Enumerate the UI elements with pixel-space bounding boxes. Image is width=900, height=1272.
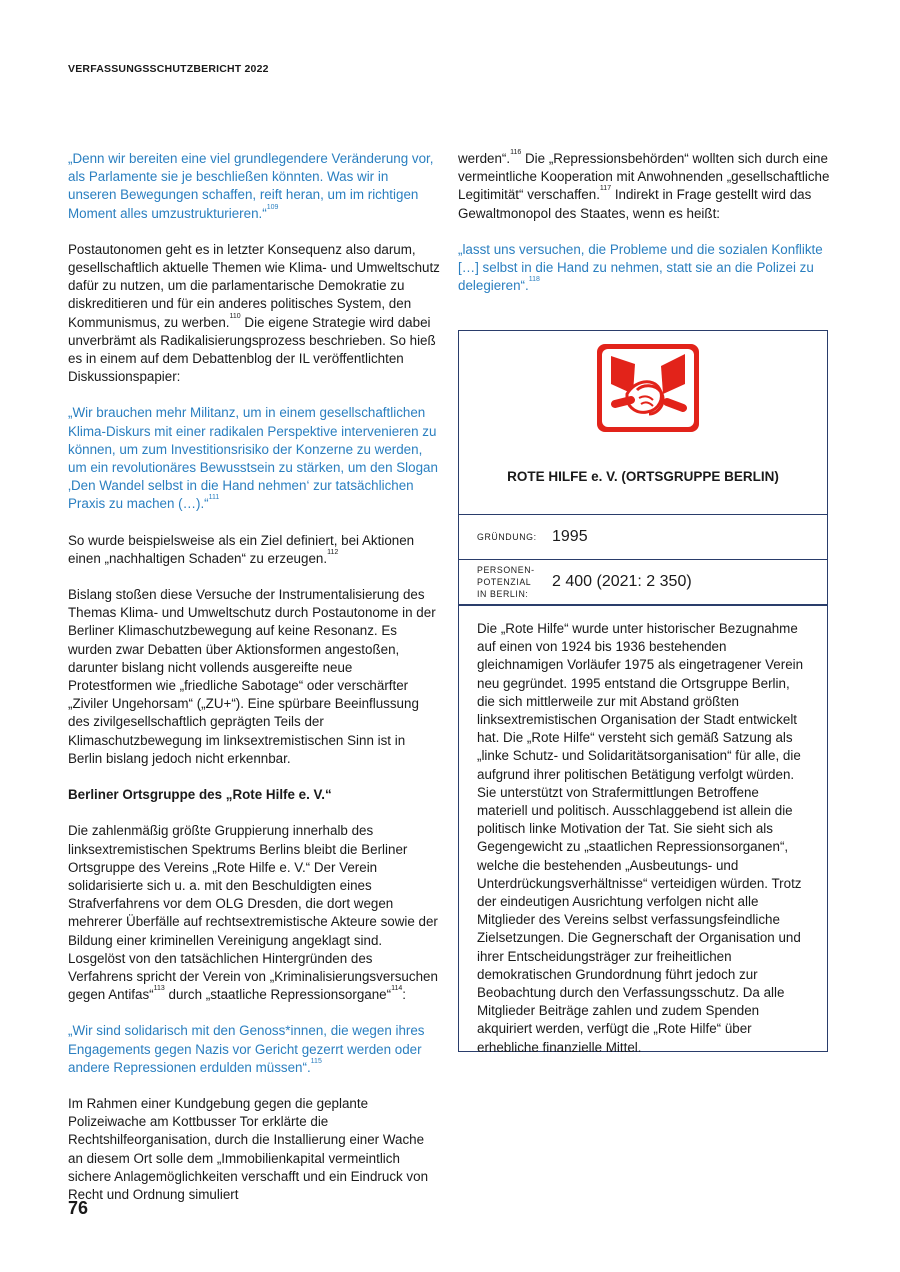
paragraph — [68, 532, 440, 568]
left-column — [68, 150, 440, 1222]
report-header: VERFASSUNGSSCHUTZBERICHT 2022 — [68, 63, 269, 75]
quote-text: „lasst uns versuchen, die Probleme und die sozialen Konflikte […] selbst in die Hand zu nehmen, statt sie an die Polizei zu delegieren“. — [458, 241, 823, 294]
footnote-ref: 113 — [153, 985, 165, 993]
footnote-ref: 114 — [391, 985, 403, 993]
logo-area — [459, 331, 827, 515]
footnote-ref: 117 — [599, 185, 612, 193]
quote-text: „Wir sind solidarisch mit den Genoss*innen, die wegen ihres Engagements gegen Nazis vor Gericht gezerrt werden oder andere Repressionen erdulden müssen“. — [68, 1023, 425, 1075]
paragraph-text: Indirekt in Frage gestellt wird das Gewaltmonopol des Staates, wenn es heißt: — [458, 187, 812, 221]
quote-block — [68, 1022, 440, 1077]
footnote-ref: 112 — [327, 548, 339, 556]
right-column — [458, 150, 832, 313]
potential-label-line: PERSONEN- — [477, 565, 535, 575]
quote-block — [68, 404, 440, 513]
footnote-ref: 110 — [229, 312, 241, 320]
section-subheading: Berliner Ortsgruppe des „Rote Hilfe e. V.“ — [68, 787, 332, 803]
potential-row — [459, 560, 827, 606]
founding-label: GRÜNDUNG: — [477, 532, 537, 542]
footnote-ref: 111 — [208, 494, 220, 502]
paragraph-text: Postautonomen geht es in letzter Konsequenz also darum, gesellschaftlich aktuelle Themen wie Klima- und Umweltschutz dafür zu nutzen, um die parlamentarische Demokratie zu diskreditieren und für ein anderes politisches System, den Kommunismus, zu werben. — [68, 241, 440, 330]
paragraph — [458, 150, 832, 223]
organization-info-box — [458, 330, 828, 1055]
quote-block — [458, 241, 832, 296]
paragraph-text: So wurde beispielsweise als ein Ziel definiert, bei Aktionen einen „nachhaltigen Schaden“ zu erzeugen. — [68, 532, 415, 566]
paragraph — [68, 822, 440, 1004]
footnote-ref: 115 — [310, 1057, 322, 1065]
paragraph-text: : — [402, 987, 406, 1003]
potential-label-line: IN BERLIN: — [477, 589, 529, 599]
paragraph: Bislang stoßen diese Versuche der Instrumentalisierung des Themas Klima- und Umweltschutz durch Postautonome in der Berliner Klimaschutzbewegung auf keine Resonanz. Es wurden zwar Debatten über Aktionsformen angestoßen, darunter bislang nicht vollends ausgereifte neue Protestformen wie „friedliche Sabotage“ oder verschärfter „Ziviler Ungehorsam“ („ZU+“). Eine spürbare Beeinflussung des zivilgesellschaftlich geprägten Teils der Klimaschutzbewegung im linksextremistischen Sinn ist in Berlin bislang jedoch nicht erkennbar. — [68, 587, 436, 766]
founding-row — [459, 515, 827, 560]
paragraph: Im Rahmen einer Kundgebung gegen die geplante Polizeiwache am Kottbusser Tor erklärte die Rechtshilfeorganisation, durch die Installierung einer Wache an diesem Ort solle dem „Immobilienkapital vermeintlich sichere Anlagemöglichkeiten verschafft und ein Eindruck von Recht und Ordnung simuliert — [68, 1095, 429, 1202]
quote-block — [68, 150, 440, 223]
founding-value: 1995 — [552, 528, 588, 545]
paragraph-text: Die „Repressionsbehörden“ wollten sich durch eine vermeintliche Kooperation mit Anwohnenden „gesellschaftliche Legitimität“ verschaffen. — [458, 151, 830, 203]
quote-text: „Denn wir bereiten eine viel grundlegendere Veränderung vor, als Parlamente sie je beschließen könnten. Was wir in unseren Bewegungen schaffen, reift heran, um im richtigen Moment alles umzustrukturieren.“ — [68, 151, 434, 221]
rote-hilfe-logo-icon — [597, 344, 699, 432]
footnote-ref: 116 — [510, 149, 522, 156]
box-description: Die „Rote Hilfe“ wurde unter historischer Bezugnahme auf einen von 1924 bis 1936 bestehenden gleichnamigen Vorläufer 1975 als eingetragener Verein neu gegründet. 1995 entstand die Ortsgruppe Berlin, die sich mittlerweile zur mit Abstand größten linksextremistischen Organisation der Stadt entwickelt hat. Die „Rote Hilfe“ versteht sich gemäß Satzung als „linke Schutz- und Solidaritätsorganisation“ für alle, die aufgrund ihrer politischen Betätigung verfolgt würden. Sie unterstützt von Strafermittlungen Betroffene materiell und politisch. Ausschlaggebend ist allein die politisch linke Motivation der Tat. Sie sieht sich als Gegengewicht zu „staatlichen Repressionsorganen“, welche die bestehenden „Ausbeutungs- und Unterdrückungsverhältnisse“ verteidigen würden. Trotz der eindeutigen Ausrichtung verfolgen nicht alle Mitglieder des Vereins selbst verfassungsfeindliche Zielsetzungen. Die Gegnerschaft der Organisation und ihrer Entscheidungsträger zur freiheitlichen demokratischen Grundordnung führt jedoch zur Beobachtung durch den Verfassungsschutz. Da alle Mitglieder Beiträge zahlen und zudem Spenden akquiriert werden, verfügt die „Rote Hilfe“ über erhebliche finanzielle Mittel. — [477, 621, 804, 1055]
footnote-ref: 118 — [528, 276, 540, 284]
paragraph-text: Die zahlenmäßig größte Gruppierung innerhalb des linksextremistischen Spektrums Berlins bleibt die Berliner Ortsgruppe des Vereins „Rote Hilfe e. V.“ Der Verein solidarisierte sich u. a. mit den Beschuldigten eines Strafverfahrens vor dem OLG Dresden, die dort wegen mehrerer Überfälle auf rechtsextremistische Akteure sowie der Bildung einer kriminellen Vereinigung angeklagt sind. Losgelöst von den tatsächlichen Hintergründen des Verfahrens spricht der Verein von „Kriminalisierungsversuchen gegen Antifas“ — [68, 823, 438, 1003]
quote-text: „Wir brauchen mehr Militanz, um in einem gesellschaftlichen Klima-Diskurs mit einer radikalen Perspektive intervenieren zu können, um zum Investitionsrisiko der Konzerne zu werden, um ein revolutionäres Bewusstsein zu stärken, um den Slogan ‚Den Wandel selbst in die Hand nehmen‘ zur tatsächlichen Praxis zu machen (…).“ — [68, 405, 438, 512]
potential-label — [477, 564, 552, 600]
paragraph-text: Die eigene Strategie wird dabei unverbrämt als Radikalisierungsprozess beschrieben. So hieß es in einem auf dem Debattenblog der IL veröffentlichten Diskussionspapier: — [68, 314, 436, 385]
paragraph-text: durch „staatliche Repressionsorgane“ — [164, 987, 392, 1003]
box-title: ROTE HILFE e. V. (ORTSGRUPPE BERLIN) — [507, 469, 779, 484]
potential-value: 2 400 (2021: 2 350) — [552, 573, 692, 590]
paragraph — [68, 241, 440, 387]
footnote-ref: 109 — [266, 203, 279, 211]
page-number: 76 — [68, 1198, 89, 1218]
paragraph-text: werden“. — [458, 151, 511, 166]
potential-label-line: POTENZIAL — [477, 577, 532, 587]
